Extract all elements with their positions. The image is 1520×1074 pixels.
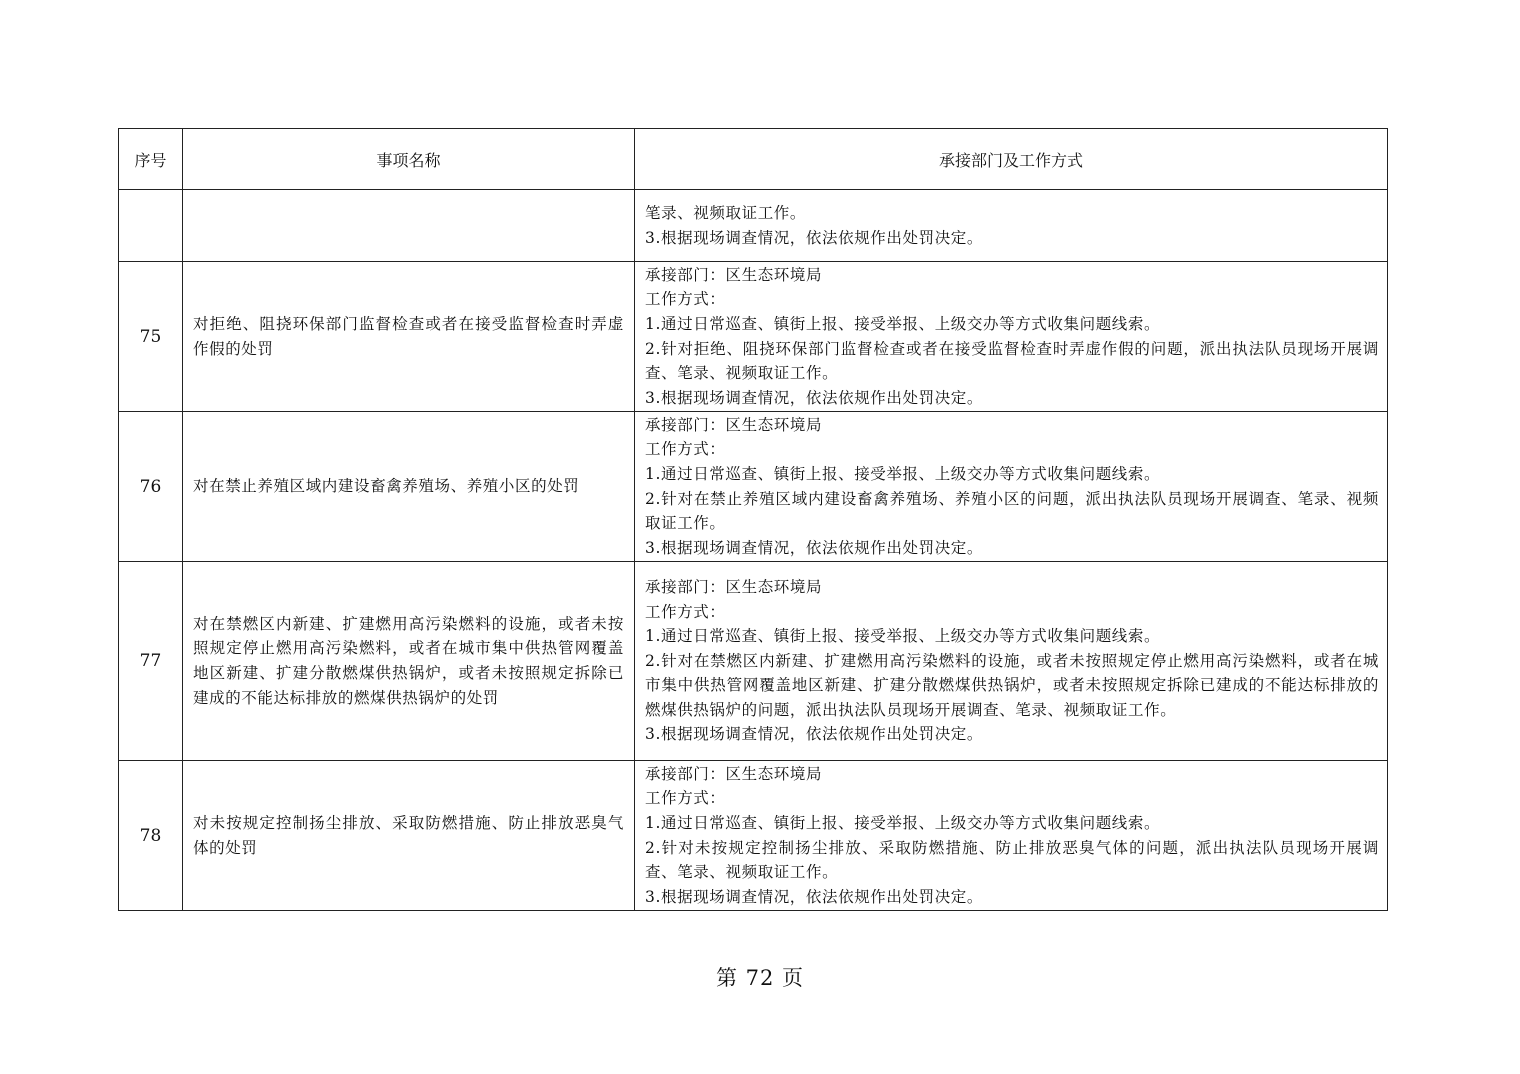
method-line: 1.通过日常巡查、镇街上报、接受举报、上级交办等方式收集问题线索。 [645, 813, 1161, 832]
header-serial-number: 序号 [119, 129, 183, 190]
header-matter-name: 事项名称 [183, 129, 635, 190]
method-line: 3.根据现场调查情况，依法依规作出处罚决定。 [645, 887, 983, 906]
method-line: 承接部门：区生态环境局 [645, 265, 823, 284]
method-line: 2.针对在禁燃区内新建、扩建燃用高污染燃料的设施，或者未按照规定停止燃用高污染燃料，或者在城市集中供热管网覆盖地区新建、扩建分散燃煤供热锅炉，或者未按照规定拆除已建成的不能达标排放的燃煤供热锅炉的问题，派出执法队员现场开展调查、笔录、视频取证工作。 [645, 651, 1379, 719]
method-line: 承接部门：区生态环境局 [645, 415, 823, 434]
row-serial-number: 77 [119, 562, 183, 761]
method-line: 1.通过日常巡查、镇街上报、接受举报、上级交办等方式收集问题线索。 [645, 464, 1161, 483]
row-method-cell [635, 562, 1388, 761]
row-serial-number: 76 [119, 412, 183, 562]
row-method-cell [635, 262, 1388, 412]
row-method-cell [635, 190, 1388, 262]
method-line: 工作方式： [645, 440, 726, 459]
table-row [119, 761, 1388, 911]
method-line: 3.根据现场调查情况，依法依规作出处罚决定。 [645, 388, 983, 407]
method-line: 2.针对未按规定控制扬尘排放、采取防燃措施、防止排放恶臭气体的问题，派出执法队员现场开展调查、笔录、视频取证工作。 [645, 838, 1379, 882]
method-line: 2.针对在禁止养殖区域内建设畜禽养殖场、养殖小区的问题，派出执法队员现场开展调查、笔录、视频取证工作。 [645, 489, 1379, 533]
row-matter-name: 对未按规定控制扬尘排放、采取防燃措施、防止排放恶臭气体的处罚 [183, 761, 635, 911]
row-matter-name: 对拒绝、阻挠环保部门监督检查或者在接受监督检查时弄虚作假的处罚 [183, 262, 635, 412]
row-matter-name: 对在禁燃区内新建、扩建燃用高污染燃料的设施，或者未按照规定停止燃用高污染燃料，或者在城市集中供热管网覆盖地区新建、扩建分散燃煤供热锅炉，或者未按照规定拆除已建成的不能达标排放的燃煤供热锅炉的处罚 [183, 562, 635, 761]
method-line: 3.根据现场调查情况，依法依规作出处罚决定。 [645, 538, 983, 557]
row-matter-name: 对在禁止养殖区域内建设畜禽养殖场、养殖小区的处罚 [183, 412, 635, 562]
method-line: 3.根据现场调查情况，依法依规作出处罚决定。 [645, 725, 983, 744]
method-line: 1.通过日常巡查、镇街上报、接受举报、上级交办等方式收集问题线索。 [645, 627, 1161, 646]
method-line: 2.针对拒绝、阻挠环保部门监督检查或者在接受监督检查时弄虚作假的问题，派出执法队员现场开展调查、笔录、视频取证工作。 [645, 339, 1379, 383]
row-method-cell [635, 412, 1388, 562]
method-line: 工作方式： [645, 602, 726, 621]
row-serial-number [119, 190, 183, 262]
header-department-method: 承接部门及工作方式 [635, 129, 1388, 190]
table-row [119, 412, 1388, 562]
table-row [119, 562, 1388, 761]
method-line: 3.根据现场调查情况，依法依规作出处罚决定。 [645, 228, 983, 247]
table-row [119, 262, 1388, 412]
method-line: 承接部门：区生态环境局 [645, 577, 823, 596]
method-line: 笔录、视频取证工作。 [645, 203, 807, 222]
row-serial-number: 75 [119, 262, 183, 412]
method-line: 工作方式： [645, 789, 726, 808]
method-line: 工作方式： [645, 290, 726, 309]
method-line: 承接部门：区生态环境局 [645, 764, 823, 783]
page-number: 第 72 页 [715, 966, 805, 990]
matter-table [118, 128, 1388, 911]
table-header-row [119, 129, 1388, 190]
row-method-cell [635, 761, 1388, 911]
row-matter-name [183, 190, 635, 262]
row-serial-number: 78 [119, 761, 183, 911]
method-line: 1.通过日常巡查、镇街上报、接受举报、上级交办等方式收集问题线索。 [645, 314, 1161, 333]
table-row [119, 190, 1388, 262]
